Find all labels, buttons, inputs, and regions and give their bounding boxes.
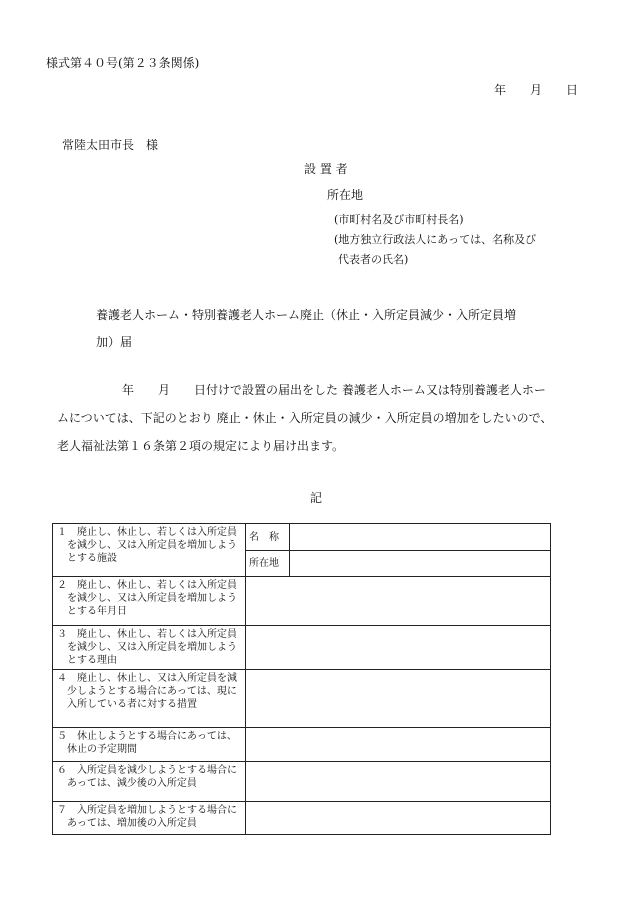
document-title-line: 加）届 bbox=[96, 335, 133, 349]
address-label: 所在地 bbox=[327, 188, 364, 202]
suspension-period-field[interactable] bbox=[246, 728, 551, 762]
table-row-label bbox=[53, 762, 246, 802]
table-row-label bbox=[53, 670, 246, 728]
row-label-text: ６ 入所定員を減少しようとする場合にあっては、減少後の入所定員 bbox=[57, 765, 237, 789]
row-label-text: ２ 廃止し、休止し、若しくは入所定員を減少し、又は入所定員を増加しようとする年月日 bbox=[57, 580, 237, 617]
row-label-text: ４ 廃止し、休止し、又は入所定員を減少しようとする場合にあっては、現に入所している者に対する措置 bbox=[57, 673, 237, 710]
table-row-label bbox=[53, 524, 246, 577]
sub-label-address: 所在地 bbox=[246, 551, 290, 577]
date-field[interactable] bbox=[246, 577, 551, 626]
date-month-label: 月 bbox=[530, 83, 543, 97]
body-text-line: 老人福祉法第１６条第２項の規定により届け出ます。 bbox=[57, 439, 345, 453]
row-label-text: ７ 入所定員を増加しようとする場合にあっては、増加後の入所定員 bbox=[57, 805, 237, 829]
applicant-note-line: (市町村名及び市町村長名) bbox=[334, 213, 464, 226]
facility-address-field[interactable] bbox=[290, 551, 551, 577]
body-text-line: 年 月 日付けで設置の届出をした 養護老人ホーム又は特別養護老人ホー bbox=[122, 383, 546, 397]
date-line bbox=[494, 81, 578, 98]
row-label-text: ３ 廃止し、休止し、若しくは入所定員を減少し、又は入所定員を増加しようとする理由 bbox=[57, 629, 237, 666]
table-row-label bbox=[53, 577, 246, 626]
ki-heading: 記 bbox=[310, 491, 323, 505]
date-day-label: 日 bbox=[566, 83, 579, 97]
table-row-label bbox=[53, 626, 246, 670]
date-year-label: 年 bbox=[494, 83, 507, 97]
reduced-capacity-field[interactable] bbox=[246, 762, 551, 802]
increased-capacity-field[interactable] bbox=[246, 802, 551, 835]
applicant-note-line: 代表者の氏名) bbox=[338, 253, 409, 266]
measures-field[interactable] bbox=[246, 670, 551, 728]
document-title-line: 養護老人ホーム・特別養護老人ホーム廃止（休止・入所定員減少・入所定員増 bbox=[96, 308, 517, 322]
details-table bbox=[52, 523, 551, 835]
table-row-label bbox=[53, 728, 246, 762]
founder-label: 設 置 者 bbox=[304, 162, 348, 176]
sub-label-name: 名 称 bbox=[246, 524, 290, 551]
table-row-label bbox=[53, 802, 246, 835]
applicant-note-line: (地方独立行政法人にあっては、名称及び bbox=[334, 233, 537, 246]
body-text-line: ムについては、下記のとおり 廃止・休止・入所定員の減少・入所定員の増加をしたいので、 bbox=[57, 411, 553, 425]
addressee: 常陸太田市長 様 bbox=[62, 138, 159, 152]
reason-field[interactable] bbox=[246, 626, 551, 670]
form-number: 様式第４０号(第２３条関係) bbox=[46, 56, 200, 70]
row-label-text: ５ 休止しようとする場合にあっては、休止の予定期間 bbox=[57, 731, 237, 755]
facility-name-field[interactable] bbox=[290, 524, 551, 551]
row-label-text: １ 廃止し、休止し、若しくは入所定員を減少し、又は入所定員を増加しようとする施設 bbox=[57, 527, 237, 564]
